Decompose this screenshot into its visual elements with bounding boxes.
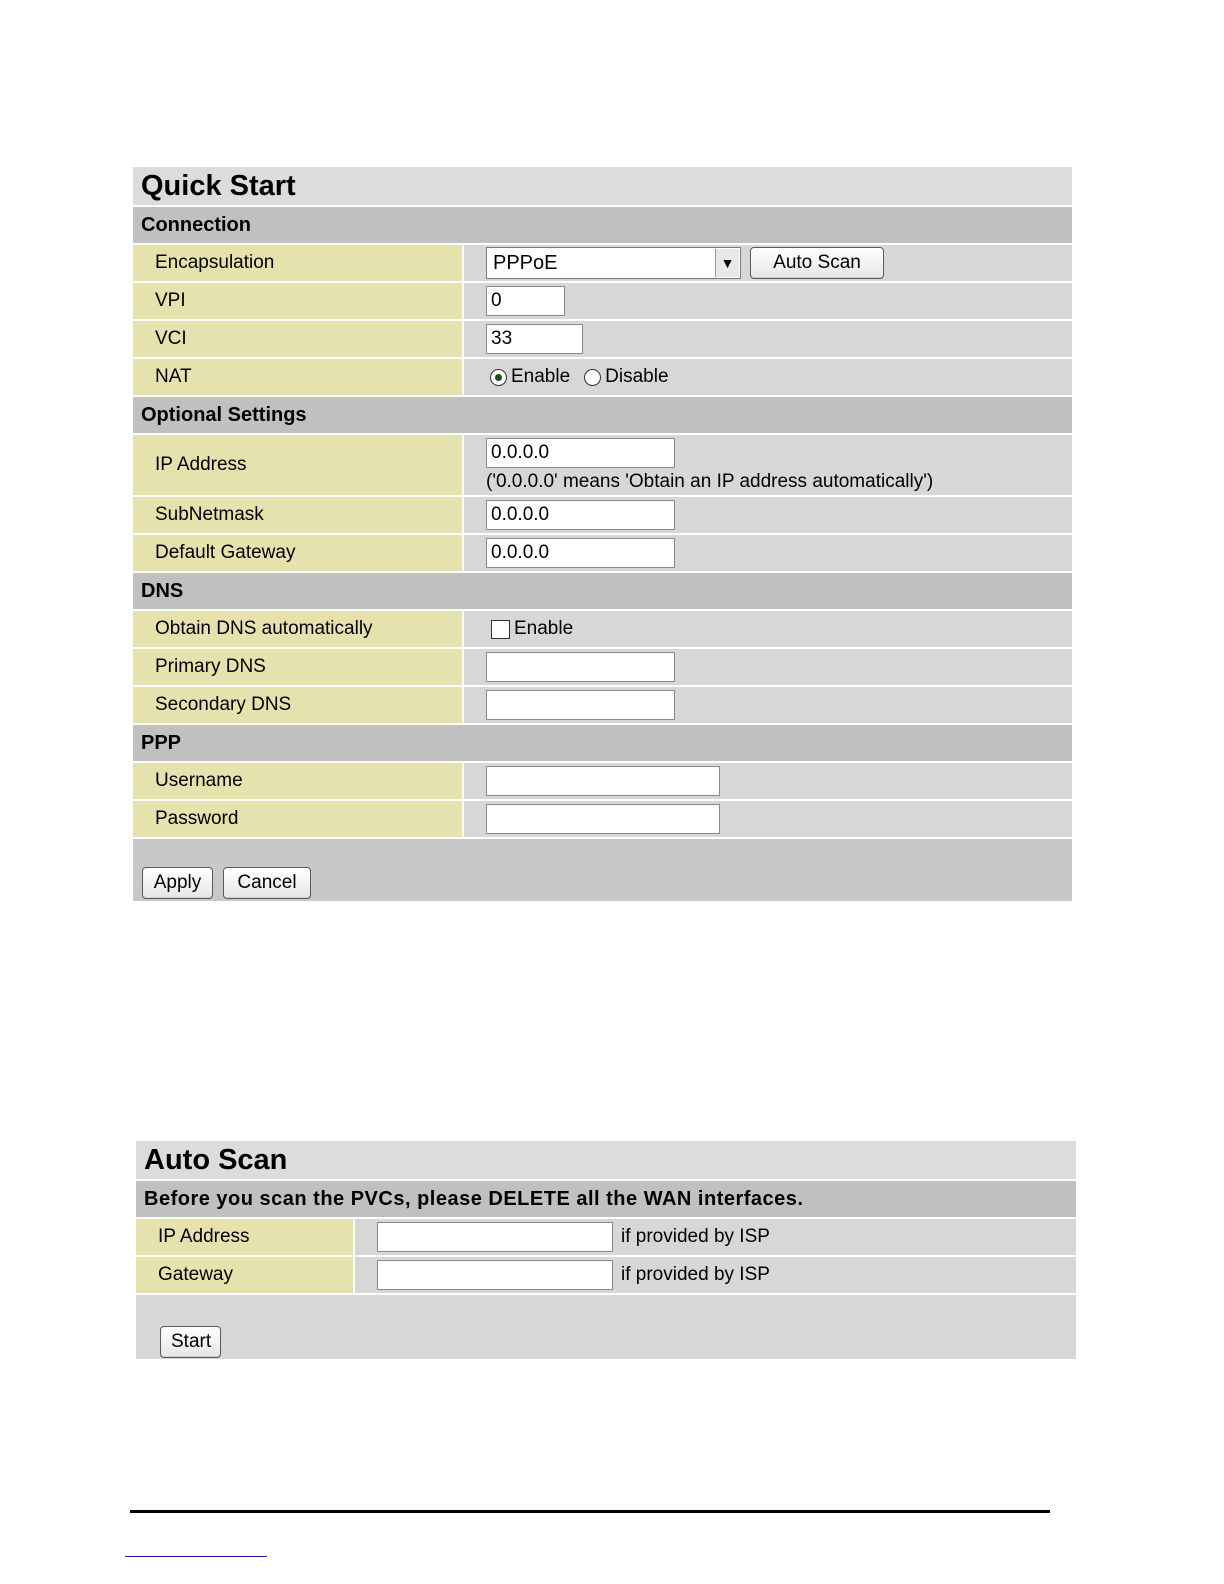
default-gateway-row — [133, 535, 1072, 573]
auto-scan-gateway-hint: if provided by ISP — [621, 1264, 770, 1285]
auto-scan-ip-hint: if provided by ISP — [621, 1226, 770, 1247]
secondary-dns-label: Secondary DNS — [133, 687, 464, 723]
ip-address-label: IP Address — [133, 435, 464, 495]
auto-scan-ip-input[interactable] — [377, 1222, 613, 1252]
password-label: Password — [133, 801, 464, 837]
page-divider — [130, 1510, 1050, 1513]
secondary-dns-input[interactable] — [486, 690, 675, 720]
primary-dns-row — [133, 649, 1072, 687]
auto-scan-panel — [136, 1141, 1076, 1357]
ip-address-row — [133, 435, 1072, 497]
password-row — [133, 801, 1072, 839]
auto-scan-ip-label: IP Address — [136, 1219, 355, 1255]
encapsulation-label: Encapsulation — [133, 245, 464, 281]
apply-button[interactable]: Apply — [142, 867, 213, 899]
subnetmask-row — [133, 497, 1072, 535]
ip-address-input[interactable]: 0.0.0.0 — [486, 438, 675, 468]
auto-scan-ip-row — [136, 1219, 1076, 1257]
obtain-dns-checkbox[interactable] — [491, 620, 510, 639]
nat-row — [133, 359, 1072, 397]
obtain-dns-label: Obtain DNS automatically — [133, 611, 464, 647]
ip-address-note: ('0.0.0.0' means 'Obtain an IP address automatically') — [486, 470, 934, 492]
auto-scan-button[interactable]: Auto Scan — [750, 247, 884, 279]
vci-input[interactable]: 33 — [486, 324, 583, 354]
start-button[interactable]: Start — [160, 1326, 221, 1358]
footer-link-underline — [125, 1556, 267, 1557]
nat-disable-label: Disable — [605, 366, 669, 387]
username-row — [133, 763, 1072, 801]
vpi-row — [133, 283, 1072, 321]
nat-enable-radio[interactable] — [490, 369, 507, 386]
auto-scan-gateway-label: Gateway — [136, 1257, 355, 1293]
obtain-dns-checkbox-label: Enable — [514, 618, 574, 639]
chevron-down-icon[interactable]: ▼ — [715, 249, 739, 277]
password-input[interactable] — [486, 804, 720, 834]
default-gateway-label: Default Gateway — [133, 535, 464, 571]
quick-start-panel — [133, 167, 1072, 894]
default-gateway-input[interactable]: 0.0.0.0 — [486, 538, 675, 568]
quick-start-actions — [133, 839, 1072, 901]
section-connection: Connection — [133, 207, 1072, 245]
radio-selected-dot — [495, 374, 502, 381]
primary-dns-label: Primary DNS — [133, 649, 464, 685]
encapsulation-row — [133, 245, 1072, 283]
vpi-label: VPI — [133, 283, 464, 319]
auto-scan-actions — [136, 1295, 1076, 1359]
nat-label: NAT — [133, 359, 464, 395]
username-label: Username — [133, 763, 464, 799]
section-dns: DNS — [133, 573, 1072, 611]
section-optional-settings: Optional Settings — [133, 397, 1072, 435]
auto-scan-gateway-input[interactable] — [377, 1260, 613, 1290]
cancel-button[interactable]: Cancel — [223, 867, 311, 899]
username-input[interactable] — [486, 766, 720, 796]
subnetmask-input[interactable]: 0.0.0.0 — [486, 500, 675, 530]
encapsulation-selected-value: PPPoE — [493, 251, 558, 274]
auto-scan-title: Auto Scan — [136, 1141, 1076, 1181]
auto-scan-warning: Before you scan the PVCs, please DELETE all the WAN interfaces. — [136, 1181, 1076, 1219]
vpi-input[interactable]: 0 — [486, 286, 565, 316]
primary-dns-input[interactable] — [486, 652, 675, 682]
nat-disable-radio[interactable] — [584, 369, 601, 386]
vci-row — [133, 321, 1072, 359]
secondary-dns-row — [133, 687, 1072, 725]
vci-label: VCI — [133, 321, 464, 357]
section-ppp: PPP — [133, 725, 1072, 763]
subnetmask-label: SubNetmask — [133, 497, 464, 533]
nat-enable-label: Enable — [511, 366, 571, 387]
quick-start-title: Quick Start — [133, 167, 1072, 207]
encapsulation-select[interactable] — [486, 247, 741, 279]
obtain-dns-row — [133, 611, 1072, 649]
auto-scan-gateway-row — [136, 1257, 1076, 1295]
